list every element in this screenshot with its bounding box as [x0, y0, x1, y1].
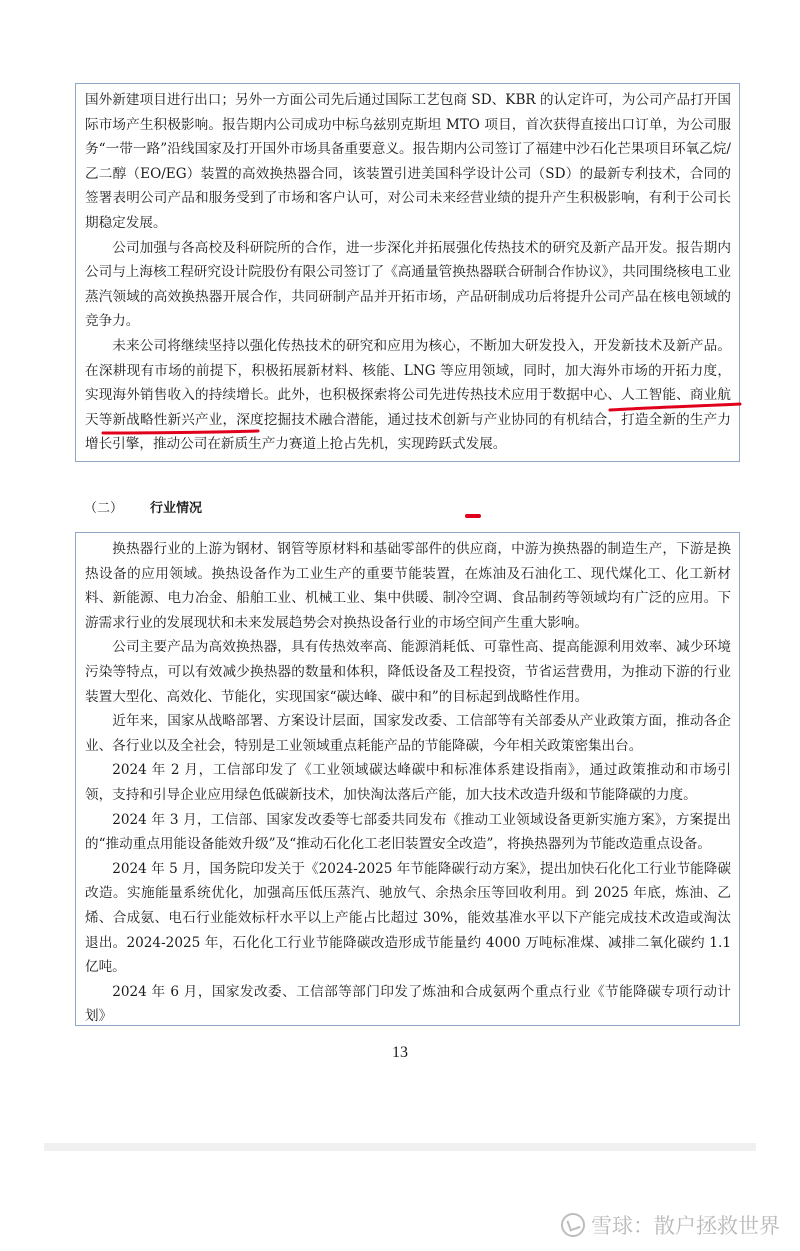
paragraph: 换热器行业的上游为钢材、钢管等原材料和基础零部件的供应商，中游为换热器的制造生产，下游是换热设备的应用领域。换热设备作为工业生产的重要节能装置，在炼油及石油化工、现代煤化工、化工新材料、新能源、电力冶金、船舶工业、机械工业、集中供暖、制冷空调、食品制药等领域均有广泛的应用。下游需求行业的发展现状和未来发展趋势会对换热设备行业的市场空间产生重大影响。: [85, 541, 731, 631]
text-box-1: [75, 83, 740, 462]
paragraph: 2024 年 3 月，工信部、国家发改委等七部委共同发布《推动工业领域设备更新实施方案》，方案提出的“推动重点用能设备能效升级”及“推动石化化工老旧装置安全改造”，将换热器列为节能改造重点设备。: [85, 811, 731, 853]
watermark-text: 雪球：散户拯救世界: [591, 1214, 780, 1238]
page-number: 13: [392, 1044, 408, 1061]
watermark: [561, 1210, 780, 1240]
paragraph: 公司主要产品为高效换热器，具有传热效率高、能源消耗低、可靠性高、提高能源利用效率、减少环境污染等特点，可以有效减少换热器的数量和体积，降低设备及工程投资，节省运营费用，为推动下游的行业装置大型化、高效化、节能化，实现国家“碳达峰、碳中和”的目标起到战略性作用。: [85, 639, 731, 705]
paragraph: 2024 年 6 月，国家发改委、工信部等部门印发了炼油和合成氨两个重点行业《节能降碳专项行动计划》: [85, 983, 731, 1025]
section-number: （二）: [84, 501, 124, 516]
section-heading: [84, 497, 202, 516]
paragraph: 2024 年 5 月，国务院印发关于《2024-2025 年节能降碳行动方案》，提出加快石化化工行业节能降碳改造。实施能量系统优化，加强高压低压蒸汽、驰放气、余热余压等回收利用。到 2025 年底，炼油、乙烯、合成氨、电石行业能效标杆水平以上产能占比超过 30%，能效基准水平以下产能完成技术改造或淘汰退出。2024-2025 年，石化化工行业节能降碳改造形成节能量约 4000 万吨标准煤、减排二氧化碳约 1.1 亿吨。: [85, 860, 731, 976]
snowball-logo-icon: [561, 1213, 585, 1237]
paragraph: 近年来，国家从战略部署、方案设计层面，国家发改委、工信部等有关部委从产业政策方面，推动各企业、各行业以及全社会，特别是工业领域重点耗能产品的节能降碳，今年相关政策密集出台。: [85, 713, 731, 754]
divider: [44, 1143, 756, 1151]
paragraph: 2024 年 2 月，工信部印发了《工业领域碳达峰碳中和标准体系建设指南》，通过政策推动和市场引领，支持和引导企业应用绿色低碳新技术，加快淘汰落后产能，加大技术改造升级和节能降碳的力度。: [85, 762, 731, 803]
text-box-2: [75, 532, 740, 1026]
paragraph: 国外新建项目进行出口；另外一方面公司先后通过国际工艺包商 SD、KBR 的认定许可，为公司产品打开国际市场产生积极影响。报告期内公司成功中标乌兹别克斯坦 MTO 项目，首次获得直接出口订单，为公司服务“一带一路”沿线国家及打开国外市场具备重要意义。报告期内公司签订了福建中沙石化芒果项目环氧乙烷/乙二醇（EO/EG）装置的高效换热器合同，该装置引进美国科学设计公司（SD）的最新专利技术，合同的签署表明公司产品和服务受到了市场和客户认可，对公司未来经营业绩的提升产生积极影响，有利于公司长期稳定发展。: [85, 92, 731, 231]
section-title: 行业情况: [150, 501, 203, 516]
paragraph: 公司加强与各高校及科研院所的合作，进一步深化并拓展强化传热技术的研究及新产品开发。报告期内公司与上海核工程研究设计院股份有限公司签订了《高通量管换热器联合研制合作协议》，共同围绕核电工业蒸汽领域的高效换热器开展合作，共同研制产品并开拓市场，产品研制成功后将提升公司产品在核电领域的竞争力。: [85, 239, 731, 330]
paragraph: 未来公司将继续坚持以强化传热技术的研究和应用为核心，不断加大研发投入，开发新技术及新产品。在深耕现有市场的前提下，积极拓展新材料、核能、LNG 等应用领域，同时，加大海外市场的开拓力度，实现海外销售收入的持续增长。此外，也积极探索将公司先进传热技术应用于数据中心、人工智能、商业航天等新战略性新兴产业，深度挖掘技术融合潜能，通过技术创新与产业协同的有机结合，打造全新的生产力增长引擎，推动公司在新质生产力赛道上抢占先机，实现跨跃式发展。: [85, 337, 731, 453]
